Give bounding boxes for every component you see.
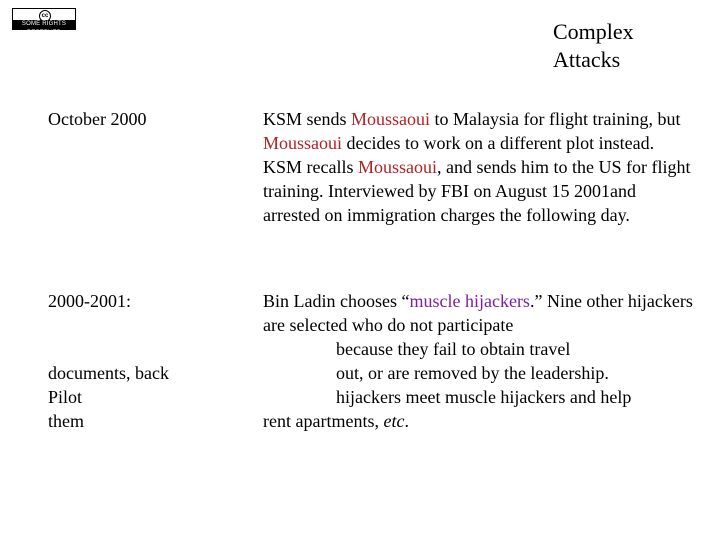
row-date-october-2000: October 2000 <box>48 109 147 129</box>
moussaoui-name: Moussaoui <box>357 157 437 177</box>
title-line-2: Attacks <box>553 47 621 72</box>
text-lines-1-2 <box>263 289 693 337</box>
slide-title <box>553 18 634 74</box>
text-segment: rent apartments, <box>263 411 384 431</box>
title-line-1: Complex <box>553 19 634 44</box>
text-line-5: hijackers meet muscle hijackers and help <box>336 387 632 407</box>
text-line-3: because they fail to obtain travel <box>336 339 571 359</box>
cc-icon: cc <box>39 10 51 22</box>
moussaoui-name: Moussaoui <box>351 109 431 129</box>
text-segment: .” Nine other hijackers are selected who do not participate <box>263 291 693 335</box>
left-fragment-line: Pilot <box>48 387 83 407</box>
text-segment: . <box>404 411 409 431</box>
text-line-4: out, or are removed by the leadership. <box>336 363 609 383</box>
moussaoui-name: Moussaoui <box>263 133 343 153</box>
row-text-2000-2001 <box>263 289 693 433</box>
text-segment: Bin Ladin chooses “ <box>263 291 410 311</box>
row-text-october-2000 <box>263 107 693 227</box>
left-fragment-line: documents, back <box>48 363 169 383</box>
left-fragments <box>48 361 169 433</box>
text-segment: decides to work on a different plot instead. KSM recalls <box>263 133 655 177</box>
cc-badge-text: SOME RIGHTS RESERVED <box>13 20 75 29</box>
etc-italic: etc <box>383 411 405 431</box>
muscle-hijackers-term: muscle hijackers <box>409 291 530 311</box>
text-segment: KSM sends <box>263 109 352 129</box>
row-date-2000-2001: 2000-2001: <box>48 291 131 311</box>
cc-license-badge <box>12 8 76 36</box>
text-line-6 <box>263 409 693 433</box>
text-segment: to Malaysia for flight training, but <box>430 109 681 129</box>
left-fragment-line: them <box>48 411 84 431</box>
text-segment: , and sends him to the US for flight training. Interviewed by FBI on August 15 2001and arrested on immigration charges the following day. <box>263 157 691 225</box>
